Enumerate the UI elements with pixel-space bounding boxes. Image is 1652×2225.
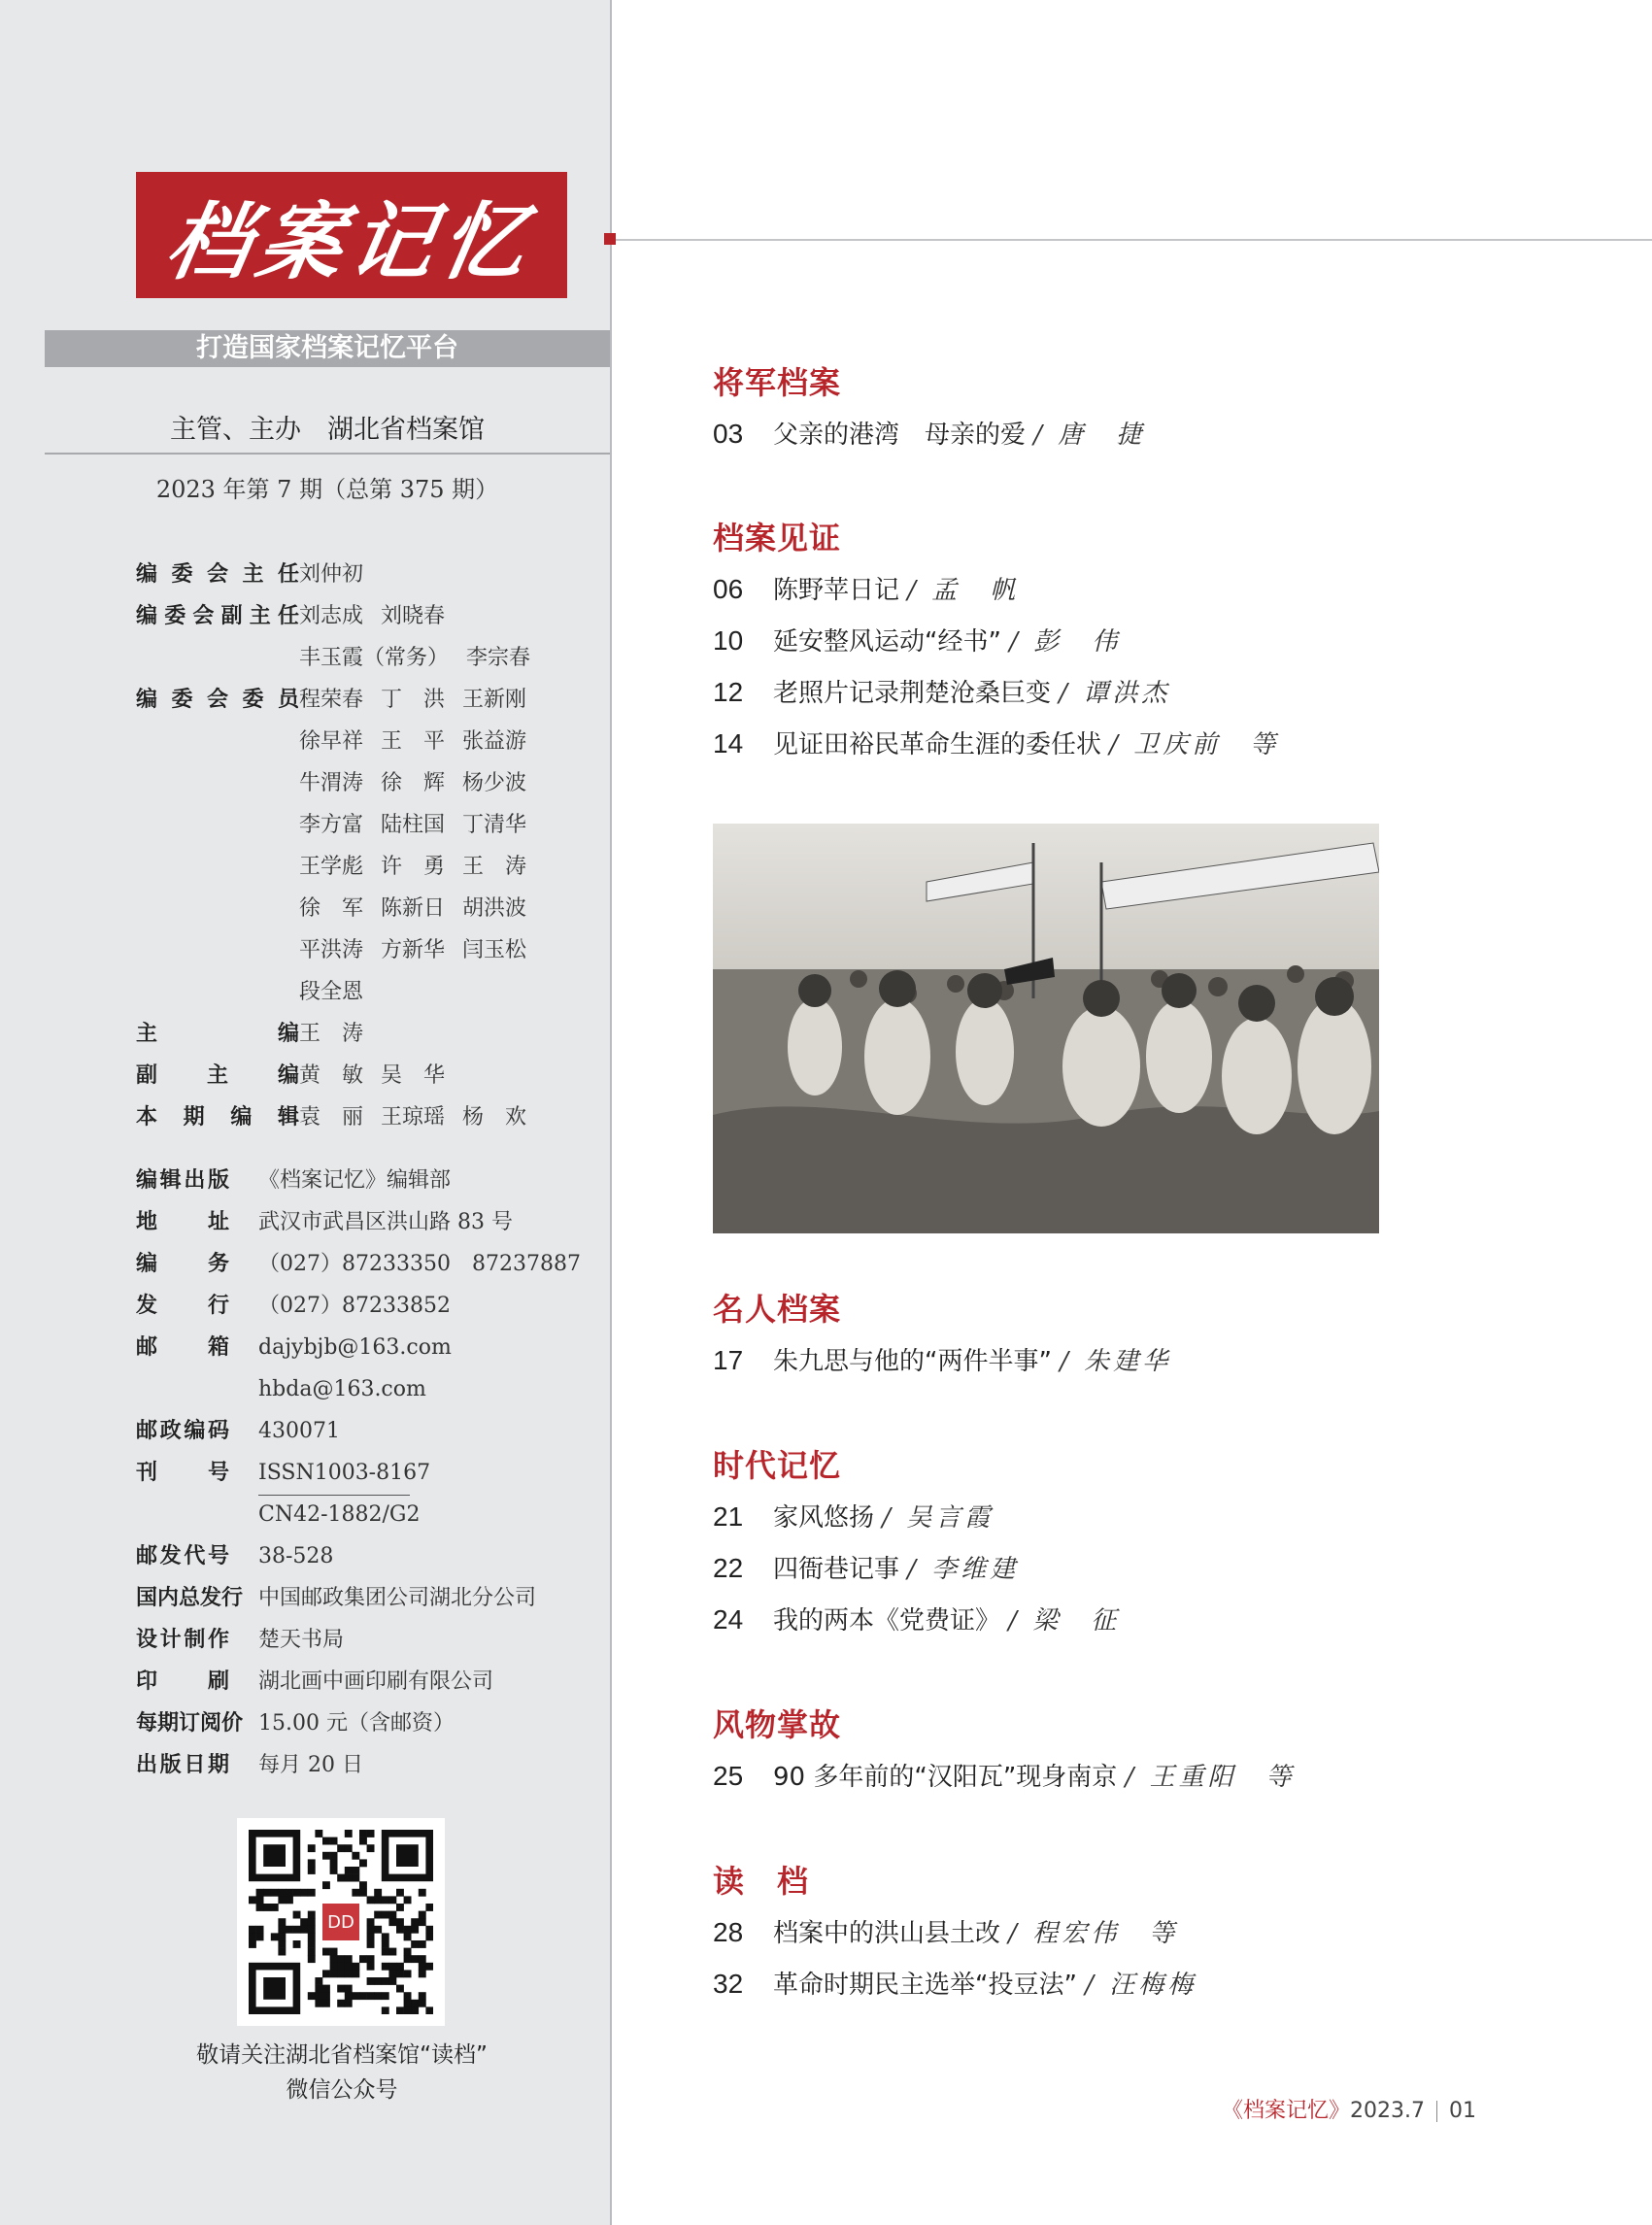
qr-code[interactable] <box>237 1818 445 2026</box>
editorial-names <box>299 1020 381 1049</box>
section-title: 风物掌故 <box>713 1706 842 1743</box>
sponsor-line: 主管、主办 湖北省档案馆 <box>170 415 485 445</box>
editorial-name: 杨 欢 <box>462 1105 527 1129</box>
info-value: 武汉市武昌区洪山路 83 号 <box>258 1210 513 1234</box>
article-title: 陈野苹日记 <box>773 576 900 605</box>
editorial-name: 杨少波 <box>462 771 527 795</box>
editorial-name: 丰玉霞（常务） <box>299 646 450 670</box>
editorial-name: 王 平 <box>381 729 446 754</box>
editorial-role: 编委会主任 <box>136 562 299 587</box>
tagline: 打造国家档案记忆平台 <box>45 330 610 367</box>
page-number: 10 <box>713 625 744 656</box>
editorial-role: 主编 <box>136 1022 299 1046</box>
editorial-name: 段全恩 <box>299 980 364 1004</box>
editorial-names <box>299 1062 462 1091</box>
info-label: 设计制作 <box>136 1628 229 1652</box>
editorial-role: 编委会副主任 <box>136 604 299 628</box>
info-value[interactable]: dajybjb@163.com <box>258 1335 452 1360</box>
toc-item[interactable] <box>713 1958 1197 2009</box>
editorial-name: 闫玉松 <box>462 938 527 962</box>
article-author: / 梁 征 <box>1008 1606 1121 1635</box>
editorial-name: 陈新日 <box>381 896 446 921</box>
qr-code-image <box>249 1830 433 2014</box>
info-label: 邮发代号 <box>136 1544 229 1568</box>
article-author: / 王重阳 等 <box>1125 1763 1296 1792</box>
info-value: 38-528 <box>258 1544 334 1568</box>
article-author: / 汪梅梅 <box>1085 1971 1197 2000</box>
logo-text: 档案记忆 <box>158 193 542 291</box>
editorial-names <box>299 644 548 673</box>
article-title: 四衙巷记事 <box>773 1555 900 1584</box>
info-label: 邮政编码 <box>136 1419 229 1443</box>
editorial-names <box>299 978 381 1007</box>
info-label: 国内总发行 <box>136 1586 244 1610</box>
divider <box>45 453 610 455</box>
editorial-names <box>299 686 544 715</box>
editorial-names <box>299 894 544 924</box>
article-author: / 孟 帆 <box>907 576 1020 605</box>
toc-section <box>713 513 1279 769</box>
editorial-names <box>299 727 544 757</box>
editorial-name: 李宗春 <box>466 646 531 670</box>
page-number: 06 <box>713 574 744 604</box>
info-value: 15.00 元（含邮资） <box>258 1711 455 1736</box>
editorial-names <box>299 602 462 631</box>
toc-section <box>713 1856 1197 2009</box>
toc-item[interactable] <box>713 718 1279 769</box>
editorial-name: 徐 辉 <box>381 771 446 795</box>
article-author: / 李维建 <box>907 1555 1020 1584</box>
article-title: 父亲的港湾 母亲的爱 <box>773 421 1027 450</box>
toc-section <box>713 1440 1120 1645</box>
section-title: 读 档 <box>713 1863 810 1900</box>
editorial-name: 程荣春 <box>299 688 364 712</box>
article-title: 家风悠扬 <box>773 1503 875 1533</box>
page-number: 22 <box>713 1553 744 1583</box>
issn-underline <box>258 1495 410 1496</box>
info-value: 中国邮政集团公司湖北分公司 <box>258 1586 537 1610</box>
info-value: 每月 20 日 <box>258 1753 363 1777</box>
editorial-name: 丁清华 <box>462 813 527 837</box>
historical-photo <box>713 824 1379 1233</box>
editorial-name: 王 涛 <box>299 1022 364 1046</box>
article-title: 革命时期民主选举“投豆法” <box>773 1971 1077 2000</box>
editorial-name: 刘仲初 <box>299 562 364 587</box>
editorial-names <box>299 769 544 798</box>
info-label: 出版日期 <box>136 1753 229 1777</box>
editorial-name: 黄 敏 <box>299 1063 364 1088</box>
editorial-name: 许 勇 <box>381 855 446 879</box>
editorial-names <box>299 853 544 882</box>
editorial-name: 王 涛 <box>462 855 527 879</box>
editorial-role: 本期编辑 <box>136 1105 299 1129</box>
info-value: CN42-1882/G2 <box>258 1502 421 1527</box>
info-label: 印刷 <box>136 1669 229 1694</box>
info-value: （027）87233852 <box>258 1294 451 1318</box>
header-rule <box>614 239 1652 241</box>
article-author: / 唐 捷 <box>1033 421 1146 450</box>
editorial-names <box>299 811 544 840</box>
footer-page-number: 01 <box>1449 2099 1476 2123</box>
toc-item[interactable] <box>713 1750 1296 1802</box>
magazine-logo <box>136 172 567 298</box>
article-title: 朱九思与他的“两件半事” <box>773 1347 1052 1376</box>
editorial-name: 王琼瑶 <box>381 1105 446 1129</box>
toc-item[interactable] <box>713 666 1279 718</box>
editorial-name: 袁 丽 <box>299 1105 364 1129</box>
editorial-role: 编委会委员 <box>136 688 299 712</box>
editorial-name: 徐早祥 <box>299 729 364 754</box>
toc-item[interactable] <box>713 1491 1120 1542</box>
footer-separator <box>1436 2101 1437 2122</box>
article-title: 见证田裕民革命生涯的委任状 <box>773 730 1102 759</box>
info-label: 刊号 <box>136 1461 229 1485</box>
editorial-name: 刘志成 <box>299 604 364 628</box>
sidebar-border <box>610 0 612 2225</box>
toc-item[interactable] <box>713 1334 1171 1386</box>
article-author: / 朱建华 <box>1060 1347 1172 1376</box>
info-label: 每期订阅价 <box>136 1711 244 1736</box>
page-footer <box>1222 2094 1476 2124</box>
editorial-name: 王新刚 <box>462 688 527 712</box>
photo-illustration <box>713 824 1379 1233</box>
page-number: 17 <box>713 1345 744 1375</box>
section-title: 档案见证 <box>713 520 842 556</box>
toc-item[interactable] <box>713 563 1279 615</box>
article-title: 我的两本《党费证》 <box>773 1606 1001 1635</box>
footer-magazine: 《档案记忆》 <box>1222 2099 1351 2123</box>
editorial-name: 吴 华 <box>381 1063 446 1088</box>
section-title: 将军档案 <box>713 364 842 401</box>
info-label: 邮箱 <box>136 1335 229 1360</box>
article-title: 90 多年前的“汉阳瓦”现身南京 <box>773 1763 1118 1792</box>
editorial-name: 刘晓春 <box>381 604 446 628</box>
toc-item[interactable] <box>713 1542 1120 1594</box>
sidebar <box>0 0 610 2225</box>
article-author: / 吴言霞 <box>882 1503 995 1533</box>
info-value[interactable]: hbda@163.com <box>258 1377 426 1401</box>
qr-caption <box>45 2038 639 2107</box>
qr-badge-text: DD <box>327 1912 354 1934</box>
editorial-names <box>299 936 544 965</box>
toc-section <box>713 1284 1171 1386</box>
article-title: 延安整风运动“经书” <box>773 627 1001 657</box>
toc-item[interactable] <box>713 615 1279 666</box>
info-value: ISSN1003-8167 <box>258 1461 431 1485</box>
editorial-name: 平洪涛 <box>299 938 364 962</box>
toc-item[interactable] <box>713 408 1145 459</box>
toc-section <box>713 1700 1296 1802</box>
info-label: 地址 <box>136 1210 229 1234</box>
info-value: 楚天书局 <box>258 1628 345 1652</box>
info-label: 编辑出版 <box>136 1168 229 1193</box>
info-value: 《档案记忆》编辑部 <box>258 1168 452 1193</box>
article-title: 档案中的洪山县土改 <box>773 1919 1001 1948</box>
article-author: / 彭 伟 <box>1009 627 1122 657</box>
issue-number: 2023 年第 7 期（总第 375 期） <box>155 476 499 503</box>
page-number: 25 <box>713 1761 744 1791</box>
editorial-name: 胡洪波 <box>462 896 527 921</box>
editorial-names <box>299 560 381 590</box>
article-author: / 谭洪杰 <box>1059 679 1171 708</box>
info-value: 湖北画中画印刷有限公司 <box>258 1669 494 1694</box>
editorial-names <box>299 1103 544 1132</box>
editorial-name: 王学彪 <box>299 855 364 879</box>
page-number: 24 <box>713 1604 744 1635</box>
editorial-name: 牛渭涛 <box>299 771 364 795</box>
qr-caption-line: 敬请关注湖北省档案馆“读档” <box>196 2042 488 2068</box>
toc-item[interactable] <box>713 1906 1197 1958</box>
qr-caption-line: 微信公众号 <box>286 2077 398 2103</box>
page-number: 21 <box>713 1501 744 1532</box>
header-dot <box>604 233 616 245</box>
info-value: 430071 <box>258 1419 340 1443</box>
toc-section <box>713 357 1145 459</box>
info-label: 编务 <box>136 1252 229 1276</box>
editorial-name: 李方富 <box>299 813 364 837</box>
article-title: 老照片记录荆楚沧桑巨变 <box>773 679 1052 708</box>
page-number: 12 <box>713 677 744 707</box>
editorial-role: 副主编 <box>136 1063 299 1088</box>
toc-item[interactable] <box>713 1594 1120 1645</box>
info-value: （027）87233350 87237887 <box>258 1252 581 1276</box>
page-number: 28 <box>713 1917 744 1947</box>
editorial-name: 丁 洪 <box>381 688 446 712</box>
article-author: / 程宏伟 等 <box>1008 1919 1179 1948</box>
editorial-name: 陆柱国 <box>381 813 446 837</box>
editorial-name: 徐 军 <box>299 896 364 921</box>
editorial-name: 方新华 <box>381 938 446 962</box>
page-number: 14 <box>713 728 744 759</box>
footer-issue: 2023.7 <box>1350 2099 1425 2123</box>
section-title: 名人档案 <box>713 1291 842 1328</box>
article-author: / 卫庆前 等 <box>1109 730 1280 759</box>
editorial-name: 张益游 <box>462 729 527 754</box>
section-title: 时代记忆 <box>713 1447 842 1484</box>
info-label: 发行 <box>136 1294 229 1318</box>
page-number: 03 <box>713 419 744 449</box>
page-number: 32 <box>713 1969 744 1999</box>
